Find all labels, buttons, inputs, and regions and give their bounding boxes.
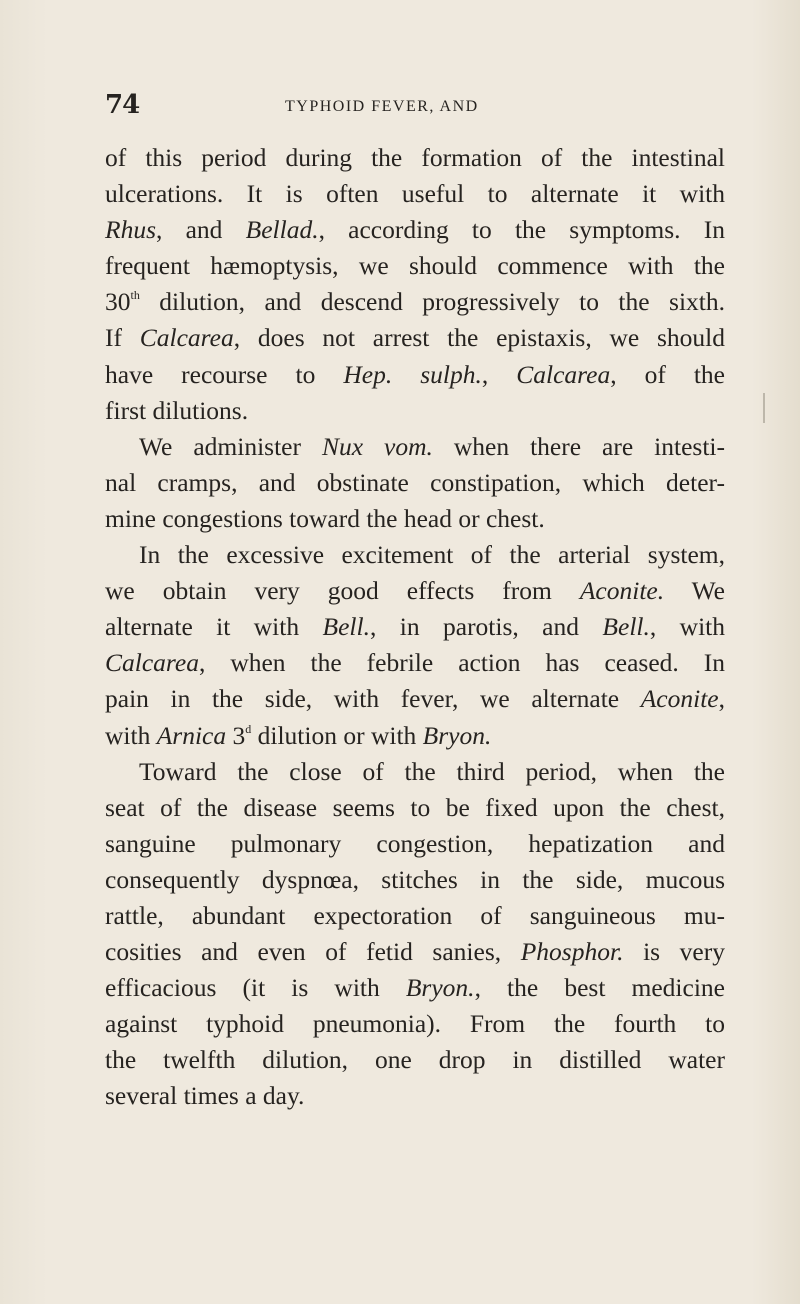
italic-term: Calcarea xyxy=(139,323,234,353)
text-line xyxy=(105,862,725,898)
text-run: we obtain very good effects from xyxy=(105,576,580,606)
italic-term: Bell. xyxy=(322,612,370,642)
text-run: dilution, and descend progressively to the sixth. xyxy=(139,287,725,317)
body-text xyxy=(105,140,725,1115)
page-number: 74 xyxy=(105,90,140,120)
text-run: when there are intesti- xyxy=(432,431,725,461)
text-line xyxy=(105,1042,725,1078)
text-line xyxy=(105,537,725,573)
italic-term: Bell. xyxy=(602,612,650,642)
text-run: consequently dyspnœa, stitches in the side, mucous xyxy=(105,864,725,894)
text-line xyxy=(105,1078,725,1114)
text-run: several times a day. xyxy=(105,1081,305,1111)
text-run: is very xyxy=(623,937,725,967)
text-run: We administer xyxy=(139,431,322,461)
italic-term: Hep. sulph. xyxy=(343,359,482,389)
text-run: If xyxy=(105,323,140,353)
text-run: frequent hæmoptysis, we should commence with the xyxy=(105,251,725,281)
text-run: of this period during the formation of the intestinal xyxy=(105,143,725,172)
text-run: mine congestions toward the head or chest. xyxy=(105,503,545,533)
text-run: 30 xyxy=(105,287,131,317)
superscript: d xyxy=(245,721,252,736)
text-line xyxy=(105,429,725,465)
text-run: , in parotis, and xyxy=(369,612,603,642)
text-run: We xyxy=(664,576,725,606)
text-run: efficacious (it is with xyxy=(105,973,406,1003)
text-run: first dilutions. xyxy=(105,395,249,425)
text-line xyxy=(105,284,725,320)
running-head: TYPHOID FEVER, AND xyxy=(285,98,479,115)
italic-term: Nux vom. xyxy=(321,431,433,461)
text-run: , according to the symptoms. In xyxy=(318,215,725,245)
italic-term: Aconite xyxy=(640,684,719,714)
text-line xyxy=(105,754,725,790)
page-header xyxy=(105,90,725,124)
text-run: 3 xyxy=(226,720,246,750)
text-run: In the excessive excitement of the arterial system, xyxy=(139,540,725,570)
text-line xyxy=(105,718,725,754)
text-line xyxy=(105,393,725,429)
italic-term: Calcarea xyxy=(105,648,199,678)
margin-mark xyxy=(763,393,765,423)
text-line xyxy=(105,934,725,970)
text-run: alternate it with xyxy=(105,612,323,642)
italic-term: Calcarea xyxy=(516,359,611,389)
text-line xyxy=(105,645,725,681)
superscript: th xyxy=(130,288,140,303)
text-line xyxy=(105,320,725,356)
text-run: have recourse to xyxy=(105,359,344,389)
italic-term: Bellad. xyxy=(245,215,319,245)
text-run: against typhoid pneumonia). From the fourth to xyxy=(105,1009,725,1039)
text-run: , with xyxy=(649,612,725,642)
italic-term: Aconite. xyxy=(579,576,665,606)
text-line xyxy=(105,248,725,284)
text-line xyxy=(105,790,725,826)
text-run: nal cramps, and obstinate constipation, which deter- xyxy=(105,467,725,497)
text-run: dilution or with xyxy=(251,720,423,750)
text-line xyxy=(105,898,725,934)
text-run: , and xyxy=(156,215,246,245)
text-line xyxy=(105,465,725,501)
text-line xyxy=(105,681,725,717)
text-line xyxy=(105,970,725,1006)
text-run: cosities and even of fetid sanies, xyxy=(105,937,521,967)
text-run: , the best medicine xyxy=(474,973,725,1003)
text-run: pain in the side, with fever, we alternate xyxy=(105,684,641,714)
text-line xyxy=(105,1006,725,1042)
text-run: , when the febrile action has ceased. In xyxy=(198,648,725,678)
text-run: ulcerations. It is often useful to alternate it with xyxy=(105,179,725,209)
italic-term: Bryon. xyxy=(405,973,475,1003)
text-run: seat of the disease seems to be fixed upon the chest, xyxy=(105,792,725,822)
text-run: , does not arrest the epistaxis, we should xyxy=(233,323,725,353)
text-line xyxy=(105,176,725,212)
text-line xyxy=(105,826,725,862)
text-run: , of the xyxy=(610,359,725,389)
text-run: with xyxy=(105,720,157,750)
text-line xyxy=(105,609,725,645)
text-run: rattle, abundant expectoration of sanguineous mu- xyxy=(105,900,725,930)
italic-term: Phosphor. xyxy=(520,937,624,967)
italic-term: Arnica xyxy=(156,720,227,750)
text-run: Toward the close of the third period, when the xyxy=(139,756,725,786)
text-run: , xyxy=(718,684,725,714)
text-line xyxy=(105,501,725,537)
text-line xyxy=(105,573,725,609)
italic-term: Bryon. xyxy=(422,720,492,750)
text-line xyxy=(105,357,725,393)
text-run: sanguine pulmonary congestion, hepatization and xyxy=(105,828,725,858)
text-line xyxy=(105,212,725,248)
text-line xyxy=(105,140,725,176)
italic-term: Rhus xyxy=(105,215,156,245)
text-run: , xyxy=(481,359,517,389)
text-run: the twelfth dilution, one drop in distilled water xyxy=(105,1045,725,1075)
